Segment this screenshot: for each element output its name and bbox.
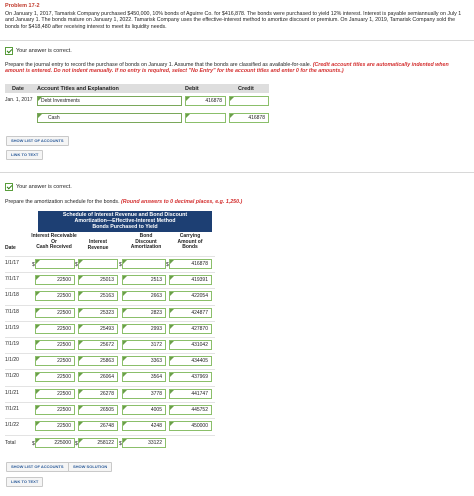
schedule-cash-input[interactable] (35, 324, 75, 334)
schedule-revenue-value: 25863 (100, 358, 114, 365)
debit-input[interactable] (185, 96, 226, 106)
dollar-sign: $ (32, 441, 35, 448)
checkmark-icon (5, 47, 13, 55)
schedule-revenue-value: 25493 (100, 325, 114, 332)
correct-label: Your answer is correct. (16, 48, 72, 54)
schedule-discount-input[interactable] (122, 405, 166, 415)
row-separator (5, 353, 215, 354)
schedule-revenue-input[interactable] (78, 324, 118, 334)
checkmark-icon (5, 183, 13, 191)
input-corner-icon (79, 276, 83, 280)
input-corner-icon (123, 341, 127, 345)
schedule-revenue-value: 25163 (100, 293, 114, 300)
col-header-line: Cash Received (36, 244, 72, 251)
total-label: Total (5, 440, 16, 447)
schedule-cash-input[interactable] (35, 356, 75, 366)
schedule-cash-value: 22500 (57, 293, 71, 300)
schedule-date: 1/1/17 (5, 260, 19, 266)
row-separator (5, 386, 215, 387)
col-header-line: Bond (139, 233, 153, 239)
schedule-discount-value: 3363 (150, 358, 162, 365)
col-header-line: Discount (135, 238, 157, 245)
schedule-revenue-input[interactable] (78, 372, 118, 382)
schedule-carrying-input[interactable] (169, 308, 212, 318)
input-corner-icon (123, 422, 127, 426)
instruction-note: (Round answers to 0 decimal places, e.g. 1,250.) (121, 199, 243, 205)
schedule-carrying-input[interactable] (169, 356, 212, 366)
total-discount-value: 33122 (148, 440, 162, 447)
schedule-discount-input[interactable] (122, 389, 166, 399)
input-corner-icon (123, 309, 127, 313)
col-header-carrying (168, 234, 212, 251)
input-corner-icon (79, 373, 83, 377)
row-separator (5, 418, 215, 419)
col-header-line: Interest Receivable (31, 233, 77, 239)
instruction-text: Prepare the journal entry to record the purchase of bonds on January 1. Assume that the bonds are classified as available-for-sale. (5, 62, 312, 68)
schedule-cash-input[interactable] (35, 340, 75, 350)
schedule-discount-value: 4248 (150, 423, 162, 429)
correct-label: Your answer is correct. (16, 184, 72, 190)
credit-input[interactable] (229, 113, 269, 123)
col-header-line: Bonds (182, 244, 198, 251)
schedule-discount-input[interactable] (122, 308, 166, 318)
row-separator (5, 256, 215, 257)
row-separator (5, 402, 215, 403)
col-header-line: Amortization (130, 244, 162, 251)
row-separator (5, 369, 215, 370)
input-corner-icon (79, 260, 83, 264)
input-corner-icon (170, 357, 174, 361)
schedule-cash-input[interactable] (35, 389, 75, 399)
row-separator (5, 288, 215, 289)
row-separator (5, 337, 215, 338)
schedule-carrying-value: 416878 (191, 261, 208, 267)
col-header-line: Revenue (87, 244, 109, 251)
schedule-carrying-input[interactable] (169, 275, 212, 285)
debit-input[interactable] (185, 113, 226, 123)
schedule-discount-value: 3778 (150, 390, 162, 397)
input-corner-icon (79, 439, 83, 443)
schedule-discount-value: 3564 (150, 374, 162, 381)
input-corner-icon (79, 406, 83, 410)
schedule-revenue-input[interactable] (78, 421, 118, 431)
account-select[interactable] (37, 96, 182, 106)
schedule-date: 7/1/19 (5, 341, 19, 347)
total-revenue-input[interactable] (78, 438, 118, 448)
input-corner-icon (123, 292, 127, 296)
schedule-date: 1/1/22 (5, 422, 19, 428)
schedule-cash-value: 22500 (57, 277, 71, 284)
input-corner-icon (186, 114, 190, 118)
input-corner-icon (79, 309, 83, 313)
schedule-discount-value: 4005 (150, 406, 162, 413)
schedule-carrying-input[interactable] (169, 259, 212, 269)
input-corner-icon (230, 114, 234, 118)
schedule-discount-value: 2823 (150, 309, 162, 316)
schedule-date: 7/1/21 (5, 405, 19, 412)
total-cash-input[interactable] (35, 438, 75, 448)
total-cash-value: 225000 (54, 440, 71, 447)
schedule-cash-value: 22500 (57, 423, 71, 429)
schedule-cash-input[interactable] (35, 372, 75, 382)
schedule-carrying-value: 424877 (191, 309, 208, 316)
show-solution-button[interactable]: SHOW SOLUTION (68, 462, 112, 472)
dropdown-corner-icon (38, 114, 42, 118)
input-corner-icon (170, 390, 174, 394)
schedule-carrying-input[interactable] (169, 389, 212, 399)
schedule-carrying-value: 450000 (191, 423, 208, 429)
input-corner-icon (36, 357, 40, 361)
input-corner-icon (36, 373, 40, 377)
schedule-revenue-value: 26064 (100, 374, 114, 381)
total-revenue-value: 258122 (97, 440, 114, 447)
schedule-revenue-value: 26278 (100, 390, 114, 397)
input-corner-icon (36, 292, 40, 296)
schedule-date: 1/1/19 (5, 324, 19, 331)
input-corner-icon (36, 309, 40, 313)
schedule-cash-value: 22500 (57, 390, 71, 397)
col-header-line: Carrying (179, 233, 201, 239)
input-corner-icon (170, 406, 174, 410)
schedule-carrying-input[interactable] (169, 372, 212, 382)
header-date: Date (12, 85, 24, 92)
schedule-discount-input[interactable] (122, 340, 166, 350)
input-corner-icon (123, 406, 127, 410)
input-corner-icon (123, 373, 127, 377)
schedule-discount-input[interactable] (122, 324, 166, 334)
schedule-date: 1/1/21 (5, 389, 19, 396)
problem-title: Problem 17-2 (5, 3, 40, 9)
schedule-cash-value: 22500 (57, 325, 71, 332)
account-value: Cash (48, 115, 60, 121)
input-corner-icon (79, 390, 83, 394)
schedule-discount-input[interactable] (122, 275, 166, 285)
credit-input[interactable] (229, 96, 269, 106)
col-header-line: Or (51, 238, 57, 245)
schedule-cash-input[interactable] (35, 308, 75, 318)
row-separator (5, 435, 215, 436)
schedule-cash-value: 22500 (57, 374, 71, 381)
schedule-revenue-value: 25672 (100, 342, 114, 348)
input-corner-icon (123, 260, 127, 264)
schedule-discount-input[interactable] (122, 372, 166, 382)
schedule-carrying-input[interactable] (169, 291, 212, 301)
schedule-cash-value: 22500 (57, 358, 71, 365)
schedule-title-line: Schedule of Interest Revenue and Bond Discount (62, 212, 188, 218)
input-corner-icon (36, 439, 40, 443)
debit-value: 416878 (205, 98, 222, 104)
credit-value: 416878 (248, 115, 265, 121)
account-select[interactable] (37, 113, 182, 123)
dollar-sign: $ (75, 262, 78, 268)
schedule-date: 7/1/20 (5, 373, 19, 380)
dollar-sign: $ (119, 441, 122, 448)
schedule-discount-input[interactable] (122, 259, 166, 269)
schedule-carrying-value: 445752 (191, 406, 208, 413)
input-corner-icon (79, 325, 83, 329)
input-corner-icon (36, 276, 40, 280)
input-corner-icon (36, 341, 40, 345)
schedule-instruction (5, 199, 467, 205)
col-header-line: Interest (88, 239, 108, 245)
input-corner-icon (186, 97, 190, 101)
header-debit: Debit (185, 85, 199, 92)
input-corner-icon (36, 422, 40, 426)
link-to-text-button[interactable]: LINK TO TEXT (6, 477, 43, 487)
schedule-discount-value: 2663 (150, 293, 162, 300)
schedule-cash-input[interactable] (35, 421, 75, 431)
schedule-carrying-input[interactable] (169, 405, 212, 415)
show-list-of-accounts-button[interactable]: SHOW LIST OF ACCOUNTS (6, 462, 69, 472)
row-separator (5, 305, 215, 306)
schedule-carrying-input[interactable] (169, 324, 212, 334)
input-corner-icon (170, 325, 174, 329)
divider (0, 172, 474, 173)
schedule-discount-input[interactable] (122, 421, 166, 431)
col-header-line: Amount of (177, 238, 203, 245)
schedule-date: 7/1/17 (5, 276, 19, 283)
dollar-sign: $ (32, 262, 35, 268)
correct-indicator (5, 182, 72, 192)
schedule-revenue-value: 25013 (100, 277, 114, 284)
col-header-date: Date (5, 245, 16, 251)
journal-header (5, 84, 269, 93)
input-corner-icon (79, 292, 83, 296)
link-to-text-button[interactable]: LINK TO TEXT (6, 150, 43, 160)
input-corner-icon (36, 390, 40, 394)
col-header-cash (28, 234, 80, 251)
dollar-sign: $ (75, 441, 78, 448)
schedule-revenue-value: 25323 (100, 309, 114, 316)
input-corner-icon (170, 309, 174, 313)
correct-indicator (5, 46, 72, 56)
schedule-revenue-input[interactable] (78, 275, 118, 285)
schedule-date: 1/1/18 (5, 292, 19, 299)
schedule-revenue-value: 26505 (100, 406, 114, 413)
schedule-carrying-value: 422054 (191, 293, 208, 300)
input-corner-icon (123, 325, 127, 329)
schedule-carrying-input[interactable] (169, 340, 212, 350)
schedule-carrying-value: 419391 (191, 277, 208, 284)
input-corner-icon (36, 260, 40, 264)
schedule-carrying-value: 427870 (191, 325, 208, 332)
schedule-date: 7/1/18 (5, 308, 19, 315)
journal-date: Jan. 1, 2017 (5, 97, 33, 103)
schedule-date: 1/1/20 (5, 357, 19, 364)
schedule-revenue-input[interactable] (78, 291, 118, 301)
total-discount-input[interactable] (122, 438, 166, 448)
input-corner-icon (123, 357, 127, 361)
dollar-sign: $ (166, 262, 169, 268)
col-header-revenue (78, 240, 118, 251)
input-corner-icon (170, 373, 174, 377)
input-corner-icon (230, 97, 234, 101)
dollar-sign: $ (119, 262, 122, 268)
schedule-carrying-value: 434405 (191, 358, 208, 365)
schedule-revenue-input[interactable] (78, 356, 118, 366)
schedule-cash-value: 22500 (57, 342, 71, 348)
schedule-title (38, 211, 212, 232)
schedule-discount-value: 2993 (150, 325, 162, 332)
journal-instruction (5, 62, 467, 75)
input-corner-icon (170, 341, 174, 345)
problem-text: On January 1, 2017, Tamarisk Company purchased $450,000, 10% bonds of Aguirre Co. for $416,878. The bonds were purchased to yield 12% interest. Interest is payable semiannually on July 1 and January 1. The bonds mature on January 1, 2022. Tamarisk Company uses the effective-interest method to amortize discount or premium. On January 1, 2019, Tamarisk Company sold the bonds for $418,480 after receiving interest to meet its liquidity needs. (5, 11, 462, 30)
divider (0, 40, 474, 41)
schedule-revenue-value: 26748 (100, 423, 114, 429)
input-corner-icon (123, 276, 127, 280)
col-header-discount (124, 234, 168, 251)
schedule-carrying-value: 437969 (191, 374, 208, 381)
account-value: Debt Investments (41, 98, 80, 104)
header-credit: Credit (238, 85, 254, 92)
schedule-cash-value: 22500 (57, 309, 71, 316)
schedule-discount-input[interactable] (122, 356, 166, 366)
input-corner-icon (123, 390, 127, 394)
input-corner-icon (36, 325, 40, 329)
schedule-discount-value: 2513 (150, 277, 162, 284)
schedule-cash-input[interactable] (35, 259, 75, 269)
input-corner-icon (170, 276, 174, 280)
schedule-revenue-input[interactable] (78, 259, 118, 269)
input-corner-icon (123, 439, 127, 443)
schedule-title-line: Amortization—Effective-Interest Method (74, 218, 176, 224)
schedule-carrying-input[interactable] (169, 421, 212, 431)
schedule-title-line: Bonds Purchased to Yield (92, 224, 158, 230)
instruction-note: (Credit account titles are automatically indented when amount is entered. Do not indent manually. If no entry is required, select "No Entry" for the account titles and enter 0 for the amounts.) (5, 62, 449, 75)
row-separator (5, 321, 215, 322)
dropdown-corner-icon (38, 97, 42, 101)
row-separator (5, 272, 215, 273)
schedule-cash-value: 22500 (57, 406, 71, 413)
schedule-cash-input[interactable] (35, 275, 75, 285)
schedule-revenue-input[interactable] (78, 389, 118, 399)
show-list-of-accounts-button[interactable]: SHOW LIST OF ACCOUNTS (6, 136, 69, 146)
input-corner-icon (170, 422, 174, 426)
schedule-discount-value: 3172 (150, 342, 162, 348)
header-account: Account Titles and Explanation (37, 85, 119, 92)
schedule-revenue-input[interactable] (78, 340, 118, 350)
input-corner-icon (79, 341, 83, 345)
schedule-carrying-value: 441747 (191, 390, 208, 397)
input-corner-icon (170, 292, 174, 296)
schedule-discount-input[interactable] (122, 291, 166, 301)
input-corner-icon (79, 357, 83, 361)
schedule-revenue-input[interactable] (78, 308, 118, 318)
input-corner-icon (170, 260, 174, 264)
input-corner-icon (36, 406, 40, 410)
instruction-text: Prepare the amortization schedule for the bonds. (5, 199, 120, 205)
schedule-cash-input[interactable] (35, 291, 75, 301)
schedule-revenue-input[interactable] (78, 405, 118, 415)
input-corner-icon (79, 422, 83, 426)
schedule-cash-input[interactable] (35, 405, 75, 415)
schedule-carrying-value: 431042 (191, 342, 208, 348)
